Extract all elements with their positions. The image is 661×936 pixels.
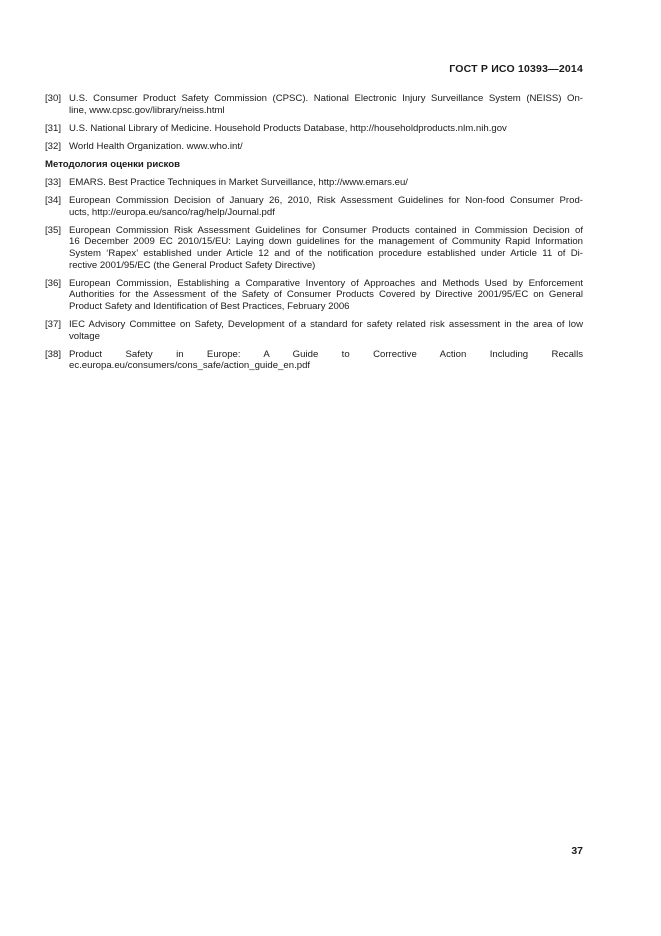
reference-number: [34] bbox=[45, 195, 62, 207]
reference-text-line: U.S. Consumer Product Safety Commission (CPSC). National Electronic Injury Surveillance System (NEISS) On- bbox=[69, 93, 583, 104]
reference-text-line: EMARS. Best Practice Techniques in Market Surveillance, http://www.emars.eu/ bbox=[69, 176, 408, 188]
reference-text-line: 16 December 2009 EC 2010/15/EU: Laying down guidelines for the management of Community Rapid Information bbox=[69, 236, 583, 248]
reference-text bbox=[69, 225, 583, 271]
reference-text bbox=[69, 278, 583, 313]
reference-text bbox=[69, 195, 583, 218]
reference-number: [30] bbox=[45, 93, 62, 104]
reference-number: [33] bbox=[45, 176, 62, 188]
reference-number: [37] bbox=[45, 318, 62, 330]
reference-text-line: European Commission Risk Assessment Guidelines for Consumer Products contained in Commission Decision of bbox=[69, 224, 583, 236]
standard-code: ГОСТ Р ИСО 10393—2014 bbox=[449, 63, 583, 75]
reference-number: [36] bbox=[45, 277, 62, 289]
reference-text-line: European Commission, Establishing a Comparative Inventory of Approaches and Methods Used by Enforcement bbox=[69, 277, 583, 289]
reference-text bbox=[69, 93, 583, 116]
reference-text bbox=[69, 177, 583, 189]
page-content bbox=[45, 63, 583, 378]
reference-text bbox=[69, 123, 583, 135]
reference-entry-30 bbox=[45, 93, 583, 116]
reference-text-line: Authorities for the Assessment of the Safety of Consumer Products Covered by Directive 2001/95/EC on General bbox=[69, 289, 583, 301]
reference-text-line: ec.europa.eu/consumers/cons_safe/action_guide_en.pdf bbox=[69, 360, 311, 372]
reference-text-line: ucts, http://europa.eu/sanco/rag/help/Journal.pdf bbox=[69, 206, 275, 218]
reference-entry-36 bbox=[45, 278, 583, 313]
reference-entry-38 bbox=[45, 349, 583, 372]
reference-text-line: voltage bbox=[69, 330, 100, 342]
reference-text-line: World Health Organization. www.who.int/ bbox=[69, 140, 243, 152]
reference-text-line: rective 2001/95/EC (the General Product Safety Directive) bbox=[69, 259, 316, 271]
bibliography-list bbox=[45, 93, 583, 372]
reference-entry-37 bbox=[45, 319, 583, 342]
reference-text bbox=[69, 319, 583, 342]
reference-number: [35] bbox=[45, 224, 62, 236]
reference-entry-34 bbox=[45, 195, 583, 218]
reference-text-line: IEC Advisory Committee on Safety, Development of a standard for safety related risk assessment in the area of low bbox=[69, 318, 583, 330]
reference-text bbox=[69, 141, 583, 153]
section-heading-risk-assessment-methodology: Методология оценки рисков bbox=[45, 158, 180, 170]
page-number: 37 bbox=[571, 845, 583, 857]
reference-text-line: System ‘Rapex’ established under Article 12 and of the notification procedure established under Article 11 of Di- bbox=[69, 247, 583, 259]
reference-entry-32 bbox=[45, 141, 583, 153]
reference-text-line: European Commission Decision of January 26, 2010, Risk Assessment Guidelines for Non-food Consumer Prod- bbox=[69, 195, 583, 207]
reference-number: [32] bbox=[45, 140, 62, 152]
reference-text-line: Product Safety in Europe: A Guide to Corrective Action Including Recalls bbox=[69, 348, 583, 360]
reference-text-line: U.S. National Library of Medicine. Household Products Database, http://householdproducts.nlm.nih.gov bbox=[69, 122, 507, 134]
document-header bbox=[45, 63, 583, 76]
reference-number: [31] bbox=[45, 122, 62, 134]
reference-text bbox=[69, 349, 583, 372]
reference-entry-33 bbox=[45, 177, 583, 189]
reference-text-line: line, www.cpsc.gov/library/neiss.html bbox=[69, 104, 225, 116]
reference-number: [38] bbox=[45, 348, 62, 360]
reference-text-line: Product Safety and Identification of Best Practices, February 2006 bbox=[69, 300, 350, 312]
reference-entry-31 bbox=[45, 123, 583, 135]
reference-entry-35 bbox=[45, 225, 583, 271]
